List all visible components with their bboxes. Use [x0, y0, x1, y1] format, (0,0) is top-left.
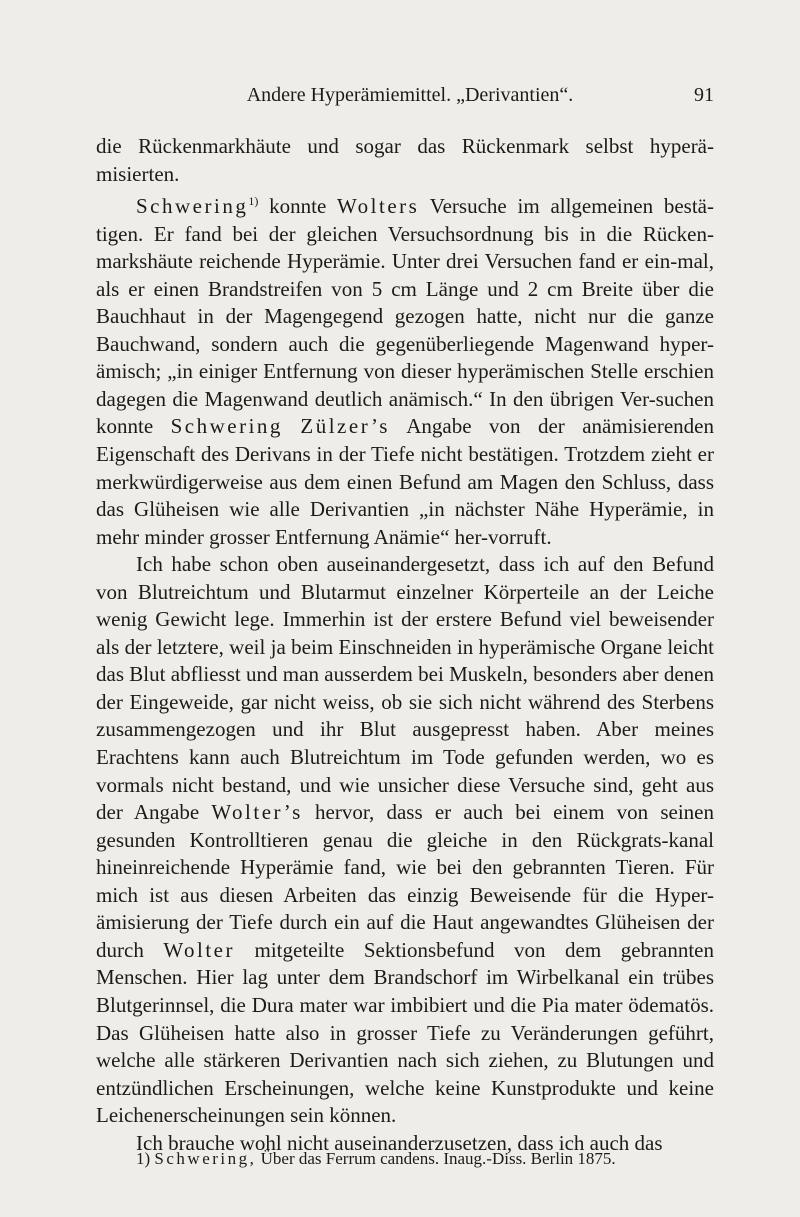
text-run: hervor, dass er auch bei einem von seinen gesunden Kontrolltieren genau die gleiche in den Rückgrats-kanal hineinreichende Hyperämie fand, wie bei den gebrannten Tieren. Für mich ist aus diesen Arbeiten das einzig Beweisende für die Hyper-ämisierung der Tiefe durch ein auf die Haut angewandtes Glüheisen der durch [96, 800, 715, 962]
text-run: Versuche im allgemeinen bestä-tigen. Er fand bei der gleichen Versuchsordnung bis in die Rücken-markshäute reichende Hyperämie. Unter drei Versuchen fand er ein-mal, als er einen Brandstreifen von 5 cm Länge und 2 cm Breite über die Bauchhaut in der Magengegend gezogen hatte, nicht nur die ganze Bauchwand, sondern auch die gegenüberliegende Magenwand hyper-ämisch; „in einiger Entfernung von dieser hyperämischen Stelle erschien dagegen die Magenwand deutlich anämisch.“ In den übrigen Ver-suchen konnte [96, 194, 714, 439]
text-run: mitgeteilte Sektionsbefund von dem gebrannten Menschen. Hier lag unter dem Brandschorf im Wirbelkanal ein trübes Blutgerinnsel, die Dura mater war imbibiert und die Pia mater ödematös. Das Glüheisen hatte also in grosser Tiefe zu Veränderungen geführt, welche alle stärkeren Derivantien nach sich ziehen, zu Blutungen und entzündlichen Erscheinungen, welche keine Kunstprodukte und keine Leichenerscheinungen sein können. [96, 937, 714, 1128]
paragraph-3 [96, 551, 714, 1129]
body-text [96, 133, 714, 1157]
footnote-marker: 1) [136, 1149, 151, 1168]
text-run: Ich habe schon oben auseinandergesetzt, dass ich auf den Befund von Blutreichtum und Blutarmut einzelner Körperteile an der Leiche wenig Gewicht lege. Immerhin ist der erstere Befund viel beweisender als der letztere, weil ja beim Einschneiden in hyperämische Organe leicht das Blut abfliesst und man ausserdem bei Muskeln, besonders aber denen der Eingeweide, gar nicht weiss, ob sie sich nicht während des Sterbens zusammengezogen und ihr Blut ausgepresst haben. Aber meines Erachtens kann auch Blutreichtum im Tode gefunden werden, wo es vormals nicht bestand, und wie unsicher diese Versuche sind, geht aus der Angabe [96, 552, 714, 825]
page-header [96, 84, 714, 108]
paragraph-4: Ich brauche wohl nicht auseinanderzusetzen, dass ich auch das [136, 1130, 663, 1155]
paragraph-1: die Rückenmarkhäute und sogar das Rückenmark selbst hyperä-misierten. [96, 134, 714, 186]
author-name: Wolter [163, 937, 235, 962]
footnote-author: Schwering, [154, 1149, 257, 1168]
text-run [283, 414, 300, 438]
author-name: Schwering [170, 414, 283, 439]
author-name: Zülzer’s [300, 414, 390, 439]
running-title: Andere Hyperämiemittel. „Derivantien“. [246, 84, 574, 106]
footnote [136, 1148, 716, 1170]
author-name: Wolter’s [211, 800, 303, 825]
paragraph-2 [96, 188, 714, 551]
author-name: Wolters [337, 194, 420, 219]
page-number: 91 [694, 84, 714, 106]
footnote-ref: 1) [248, 194, 259, 209]
author-name: Schwering [136, 194, 249, 219]
text-run: Angabe von der anämisierenden Eigenschaft des Derivans in der Tiefe nicht bestätigen. Trotzdem zieht er merkwürdigerweise aus dem einen Befund am Magen den Schluss, dass das Glüheisen wie alle Derivantien „in nächster Nähe Hyperämie, in mehr minder grosser Entfernung Anämie“ her-vorruft. [96, 414, 715, 549]
text-run: konnte [258, 194, 338, 219]
footnote-text: Über das Ferrum candens. Inaug.-Diss. Berlin 1875. [256, 1149, 616, 1168]
